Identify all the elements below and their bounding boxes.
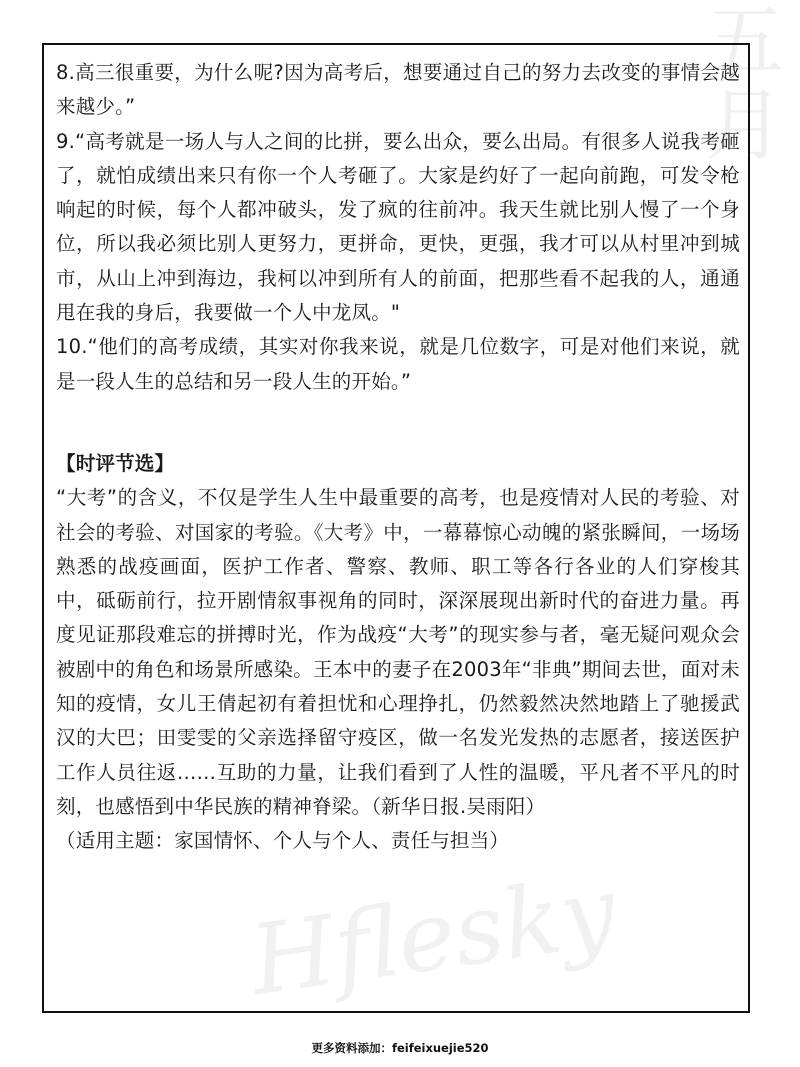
corner-watermark: 五月: [705, 0, 784, 171]
script-watermark: Hflesky: [243, 855, 623, 1017]
commentary-title: 【时评节选】: [56, 451, 175, 475]
footer-note: [0, 1040, 800, 1056]
quote-10: 10.“他们的高考成绩，其实对你我来说，就是几位数字，可是对他们来说，就是一段人生的总结和另一段人生的开始。”: [56, 335, 740, 393]
section-spacer: [56, 399, 740, 447]
commentary-body: “大考”的含义，不仅是学生人生中最重要的高考，也是疫情对人民的考验、对社会的考验、对国家的考验。《大考》中，一幕幕惊心动魄的紧张瞬间，一场场熟悉的战疫画面，医护工作者、警察、教师、职工等各行各业的人们穿梭其中，砥砺前行，拉开剧情叙事视角的同时，深深展现出新时代的奋进力量。再度见证那段难忘的拼搏时光，作为战疫“大考”的现实参与者，毫无疑问观众会被剧中的角色和场景所感染。王本中的妻子在2003年“非典”期间去世，面对未知的疫情，女儿王倩起初有着担忧和心理挣扎，仍然毅然决然地踏上了驰援武汉的大巴；田雯雯的父亲选择留守疫区，做一名发光发热的志愿者，接送医护工作人员往返……互助的力量，让我们看到了人性的温暖，平凡者不平凡的时刻，也感悟到中华民族的精神脊梁。（新华日报.吴雨阳）: [56, 486, 740, 818]
page-content: [56, 56, 740, 859]
footer-contact: feifeixuejie520: [391, 1041, 489, 1055]
quote-9: 9.“高考就是一场人与人之间的比拼，要么出众，要么出局。有很多人说我考砸了，就怕成绩出来只有你一个人考砸了。大家是约好了一起向前跑，可发令枪响起的时候，每个人都冲破头，发了疯的往前冲。我天生就比别人慢了一个身位，所以我必须比别人更努力，更拼命，更快，更强，我才可以从村里冲到城市，从山上冲到海边，我柯以冲到所有人的前面，把那些看不起我的人，通通甩在我的身后，我要做一个人中龙凤。": [56, 129, 740, 325]
footer-label: 更多资料添加：: [311, 1041, 392, 1055]
quote-8: 8.高三很重要，为什么呢?因为高考后，想要通过自己的努力去改变的事情会越来越少。”: [56, 61, 740, 119]
applicable-themes: （适用主题：家国情怀、个人与个人、责任与担当）: [56, 829, 510, 853]
